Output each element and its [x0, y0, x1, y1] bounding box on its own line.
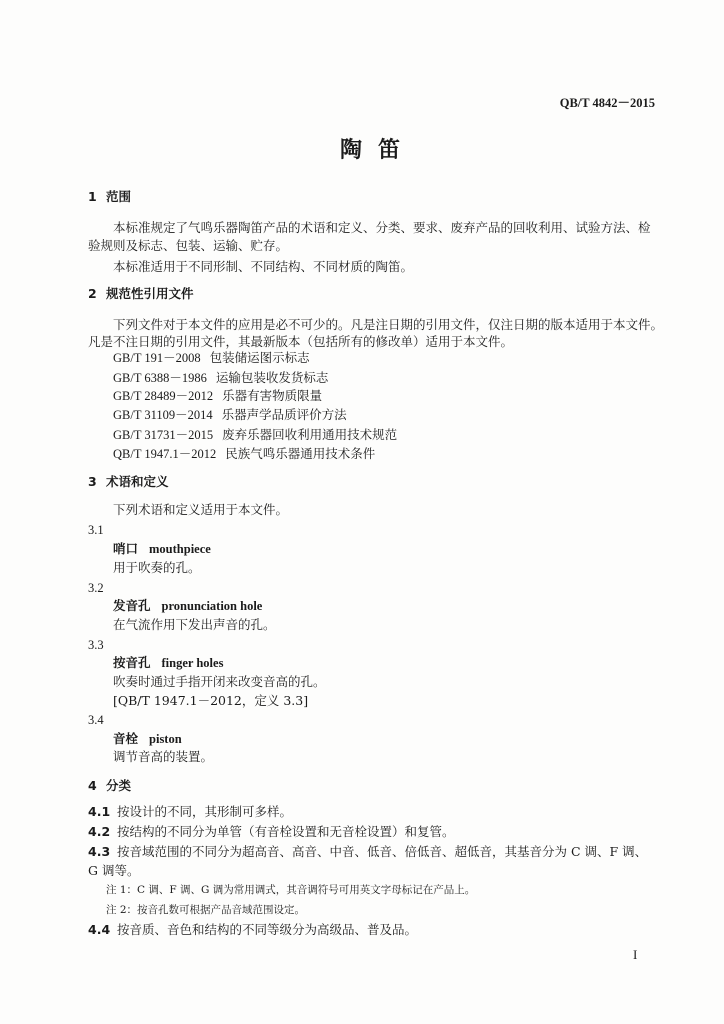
reference-title: 包装储运图示标志	[209, 350, 310, 365]
term-en: mouthpiece	[149, 542, 211, 556]
paragraph-line: 凡是不注日期的引用文件，其最新版本（包括所有的修改单）适用于本文件。	[88, 334, 514, 349]
reference-item	[113, 427, 397, 443]
term-name	[113, 655, 223, 671]
clause-text: 按结构的不同分为单管（有音栓设置和无音栓设置）和复管。	[117, 824, 455, 839]
clause-text: 按音质、音色和结构的不同等级分为高级品、普及品。	[117, 922, 418, 937]
term-zh: 音栓	[113, 731, 139, 746]
term-en: piston	[149, 732, 182, 746]
term-zh: 发音孔	[113, 598, 151, 613]
reference-code: QB/T 1947.1－2012	[113, 447, 217, 461]
term-number: 3.3	[88, 638, 104, 652]
section-number: 3	[88, 474, 97, 489]
reference-code: GB/T 6388－1986	[113, 371, 207, 385]
section-heading-normative-references	[88, 286, 194, 302]
section-title: 分类	[106, 778, 132, 793]
clause-number: 4.4	[88, 922, 111, 937]
reference-code: GB/T 28489－2012	[113, 389, 214, 403]
term-number: 3.2	[88, 581, 104, 595]
reference-title: 乐器声学品质评价方法	[221, 407, 347, 422]
paragraph-line: 下列文件对于本文件的应用是必不可少的。凡是注日期的引用文件，仅注日期的版本适用于本文件。	[113, 317, 664, 332]
section-title: 规范性引用文件	[106, 286, 194, 301]
paragraph-line: 验规则及标志、包装、运输、贮存。	[88, 238, 289, 253]
section-title: 范围	[106, 189, 132, 204]
clause	[88, 922, 417, 938]
section-heading-scope	[88, 189, 131, 205]
reference-item	[113, 446, 375, 462]
term-definition: 吹奏时通过手指开闭来改变音高的孔。	[113, 674, 326, 689]
document-title: 陶笛	[340, 137, 417, 163]
note: 注 2：按音孔数可根据产品音域范围设定。	[106, 904, 306, 916]
reference-code: GB/T 31731－2015	[113, 428, 214, 442]
clause	[88, 824, 455, 840]
term-en: pronunciation hole	[161, 599, 263, 613]
reference-title: 乐器有害物质限量	[222, 388, 323, 403]
reference-title: 废弃乐器回收利用通用技术规范	[222, 427, 398, 442]
term-zh: 哨口	[113, 541, 139, 556]
section-heading-terms	[88, 474, 169, 490]
clause-number: 4.1	[88, 804, 111, 819]
reference-item	[113, 370, 328, 386]
note: 注 1：C 调、F 调、G 调为常用调式，其音调符号可用英文字母标记在产品上。	[106, 884, 476, 896]
term-zh: 按音孔	[113, 655, 151, 670]
term-source: [QB/T 1947.1－2012，定义 3.3]	[113, 693, 309, 708]
clause	[88, 844, 647, 860]
clause-continuation: G 调等。	[88, 863, 140, 878]
reference-title: 运输包装收发货标志	[215, 370, 329, 385]
term-definition: 用于吹奏的孔。	[113, 560, 201, 575]
term-name	[113, 541, 211, 557]
clause-text: 按设计的不同，其形制可多样。	[117, 804, 293, 819]
term-en: finger holes	[161, 656, 224, 670]
term-definition: 调节音高的装置。	[113, 749, 214, 764]
clause	[88, 804, 292, 820]
clause-text: 按音域范围的不同分为超高音、高音、中音、低音、倍低音、超低音，其基音分为 C 调、F 调、	[117, 844, 648, 859]
paragraph-line: 下列术语和定义适用于本文件。	[113, 502, 289, 517]
standard-code: QB/T 4842－2015	[559, 96, 655, 110]
section-number: 1	[88, 189, 97, 204]
section-title: 术语和定义	[106, 474, 169, 489]
term-definition: 在气流作用下发出声音的孔。	[113, 617, 276, 632]
clause-number: 4.2	[88, 824, 111, 839]
reference-item	[113, 407, 347, 423]
section-heading-classification	[88, 778, 131, 794]
paragraph-line: 本标准适用于不同形制、不同结构、不同材质的陶笛。	[113, 259, 414, 274]
term-number: 3.4	[88, 713, 104, 727]
term-number: 3.1	[88, 523, 104, 537]
term-name	[113, 731, 182, 747]
reference-title: 民族气鸣乐器通用技术条件	[225, 446, 376, 461]
term-name	[113, 598, 262, 614]
reference-item	[113, 350, 310, 366]
paragraph-line: 本标准规定了气鸣乐器陶笛产品的术语和定义、分类、要求、废弃产品的回收利用、试验方法、检	[113, 220, 651, 235]
section-number: 4	[88, 778, 97, 793]
clause-number: 4.3	[88, 844, 111, 859]
reference-item	[113, 388, 322, 404]
reference-code: GB/T 191－2008	[113, 351, 201, 365]
page-number: I	[633, 947, 638, 962]
section-number: 2	[88, 286, 97, 301]
reference-code: GB/T 31109－2014	[113, 408, 213, 422]
